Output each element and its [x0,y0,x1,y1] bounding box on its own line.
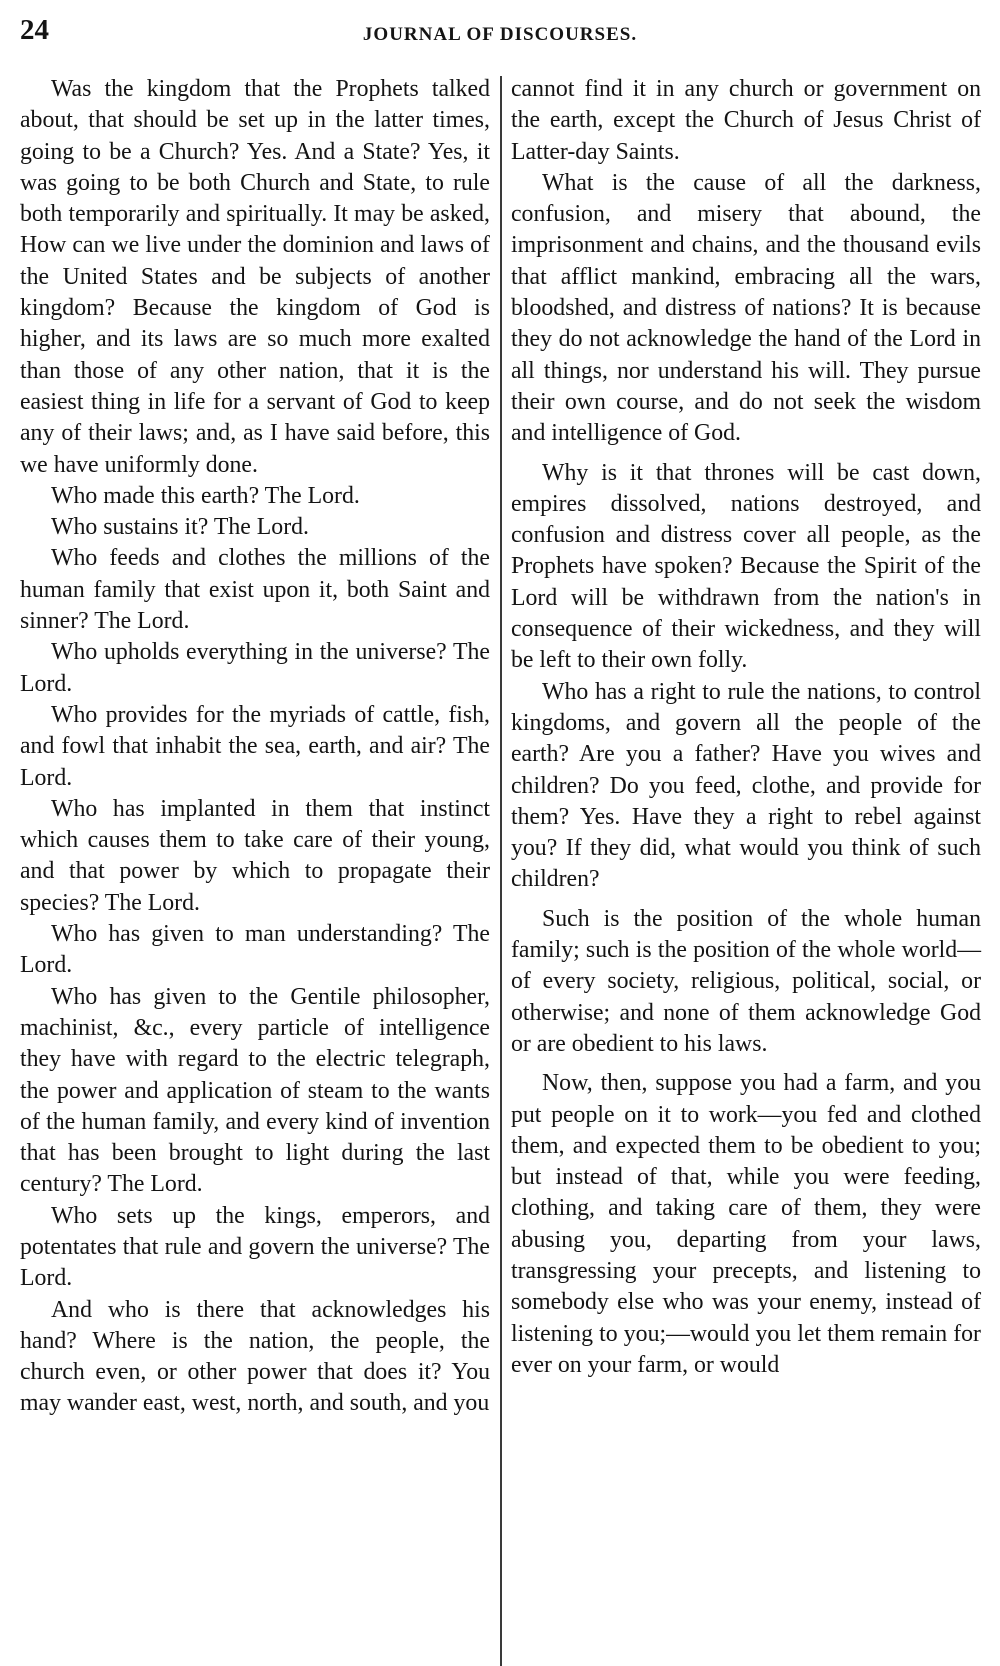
right-column [511,74,981,1381]
paragraph-who-upholds: Who upholds everything in the universe? The Lord. [20,639,490,697]
paragraph-who-made-earth: Who made this earth? The Lord. [51,482,360,509]
paragraph-who-gave-intelligence: Who has given to the Gentile philosopher, machinist, &c., every particle of intelligence they have with regard to the electric telegraph, the power and application of steam to the wants of the human family, and every kind of invention that has been brought to light during the last century? The Lord. [20,983,490,1198]
paragraph-who-acknowledges: And who is there that acknowledges his hand? Where is the nation, the people, the church even, or other power that does it? You may wander east, west, north, and south, and you [20,1296,490,1417]
paragraph-kingdom-church-state: Was the kingdom that the Prophets talked about, that should be set up in the latter times, going to be a Church? Yes. And a State? Yes, it was going to be both Church and State, to rule both temporarily and spiritually. It may be asked, How can we live under the dominion and laws of the United States and be subjects of another kingdom? Because the kingdom of God is higher, and its laws are so much more exalted than those of any other nation, that it is the easiest thing in life for a servant of God to keep any of their laws; and, as I have said before, this we have uniformly done. [20,76,490,478]
column-divider [500,76,502,1666]
page-number: 24 [20,14,49,46]
running-title: JOURNAL OF DISCOURSES. [362,24,638,45]
paragraph-thrones-cast-down: Why is it that thrones will be cast down, empires dissolved, nations destroyed, and confusion and distress cover all people, as the Prophets have spoken? Because the Spirit of the Lord will be withdrawn from the nation's in consequence of their wickedness, and they will be left to their own folly. [511,459,981,674]
page-header [20,14,980,54]
paragraph-continued: cannot find it in any church or government on the earth, except the Church of Jesus Christ of Latter-day Saints. [511,76,981,165]
paragraph-right-to-rule: Who has a right to rule the nations, to control kingdoms, and govern all the people of the earth? Are you a father? Have you wives and children? Do you feed, clothe, and provide for them? Yes. Have they a right to rebel against you? If they did, what would you think of such children? [511,678,981,893]
left-column [20,74,490,1420]
paragraph-who-gave-understanding: Who has given to man understanding? The Lord. [20,921,490,979]
paragraph-who-provides: Who provides for the myriads of cattle, fish, and fowl that inhabit the sea, earth, and air? The Lord. [20,701,490,791]
paragraph-who-sets-up-kings: Who sets up the kings, emperors, and potentates that rule and govern the universe? The Lord. [20,1202,490,1292]
paragraph-position-of-family: Such is the position of the whole human family; such is the position of the whole world—of every society, religious, political, social, or otherwise; and none of them acknowledge God or are obedient to his laws. [511,905,981,1057]
paragraph-who-implanted: Who has implanted in them that instinct which causes them to take care of their young, and that power by which to propagate their species? The Lord. [20,795,490,916]
paragraph-cause-of-darkness: What is the cause of all the darkness, confusion, and misery that abound, the imprisonment and chains, and the thousand evils that afflict mankind, embracing all the wars, bloodshed, and distress of nations? It is because they do not acknowledge the hand of the Lord in all things, nor understand his will. They pursue their own course, and do not seek the wisdom and intelligence of God. [511,169,981,447]
paragraph-who-feeds: Who feeds and clothes the millions of the human family that exist upon it, both Saint and sinner? The Lord. [20,545,490,635]
paragraph-farm-parable: Now, then, suppose you had a farm, and you put people on it to work—you fed and clothed them, and expected them to be obedient to you; but instead of that, while you were feeding, clothing, and taking care of them, they were abusing you, departing from your laws, transgressing your precepts, and listening to somebody else who was your enemy, instead of listening to you;—would you let them remain for ever on your farm, or would [511,1070,981,1378]
paragraph-who-sustains: Who sustains it? The Lord. [51,514,309,541]
